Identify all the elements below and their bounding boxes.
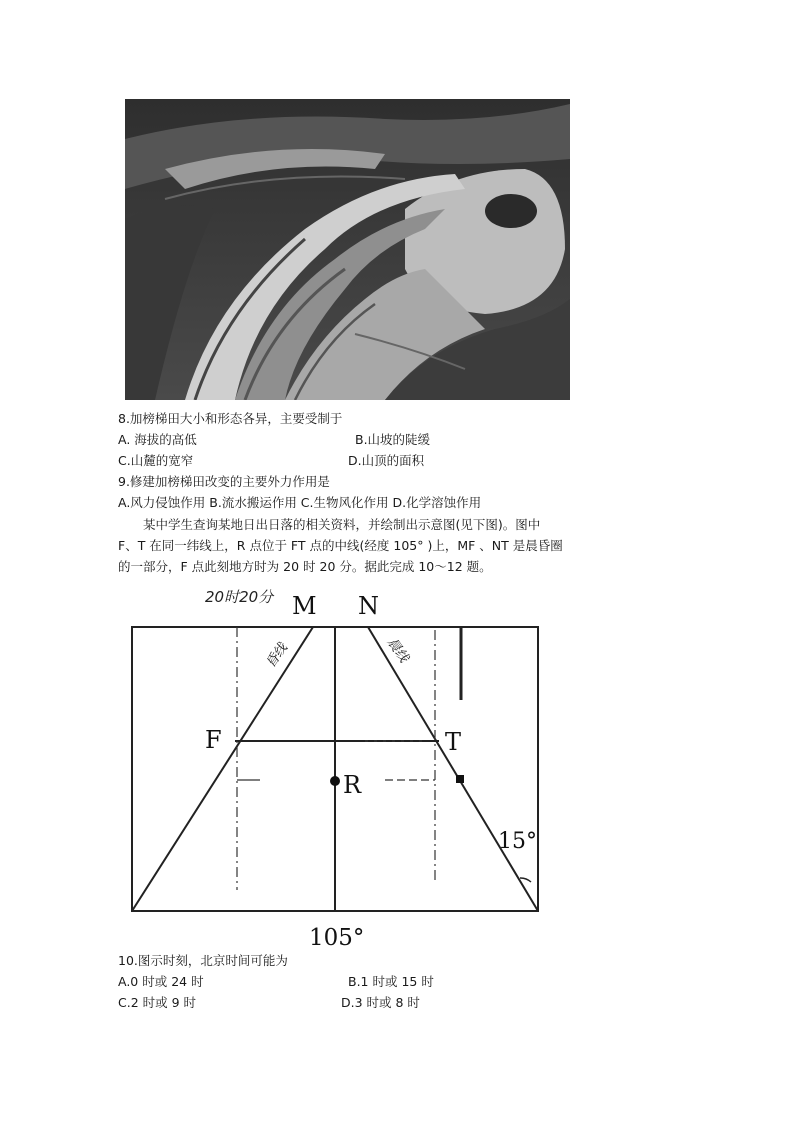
q10-option-d: D.3 时或 8 时 bbox=[341, 995, 420, 1010]
q9-options: A.风力侵蚀作用 B.流水搬运作用 C.生物风化作用 D.化学溶蚀作用 bbox=[118, 495, 482, 510]
q10-option-c: C.2 时或 9 时 bbox=[118, 995, 197, 1010]
label-n: N bbox=[358, 592, 379, 620]
terminator-diagram bbox=[125, 580, 555, 960]
q8-stem: 8.加榜梯田大小和形态各异，主要受制于 bbox=[118, 411, 343, 426]
q8-option-d: D.山顶的面积 bbox=[348, 453, 425, 468]
label-f: F bbox=[205, 726, 222, 754]
label-t: T bbox=[445, 728, 462, 756]
point-r bbox=[330, 776, 340, 786]
label-longitude: 105° bbox=[309, 925, 365, 951]
q8-option-a: A. 海拔的高低 bbox=[118, 432, 197, 447]
handwritten-dusk: 昏线 bbox=[263, 640, 291, 671]
q8-option-c: C.山麓的宽窄 bbox=[118, 453, 194, 468]
label-angle: 15° bbox=[498, 829, 537, 854]
line-nt bbox=[368, 627, 538, 911]
q10-option-b: B.1 时或 15 时 bbox=[348, 974, 434, 989]
angle-arc bbox=[520, 878, 531, 882]
q9-stem: 9.修建加榜梯田改变的主要外力作用是 bbox=[118, 474, 330, 489]
handwritten-time: 20时20分 bbox=[205, 588, 274, 606]
line-mf bbox=[132, 627, 313, 911]
label-r: R bbox=[343, 771, 362, 799]
terrace-photo bbox=[125, 99, 570, 400]
label-m: M bbox=[292, 592, 317, 620]
handwritten-dawn: 晨线 bbox=[383, 635, 412, 666]
q10-stem: 10.图示时刻，北京时间可能为 bbox=[118, 953, 288, 968]
intro-text: 某中学生查询某地日出日落的相关资料，并绘制出示意图(见下图)。图中 F、T 在同一纬线上，R 点位于 FT 点的中线(经度 105° )上，MF 、NT 是晨昏圈的一部分，F 点此刻地方时为 20 时 20 分。据此完成 10～12 题。 bbox=[118, 517, 563, 574]
point-marker bbox=[456, 775, 464, 783]
q10-option-a: A.0 时或 24 时 bbox=[118, 974, 204, 989]
intro-paragraph bbox=[118, 514, 563, 577]
q8-option-b: B.山坡的陡缓 bbox=[355, 432, 431, 447]
